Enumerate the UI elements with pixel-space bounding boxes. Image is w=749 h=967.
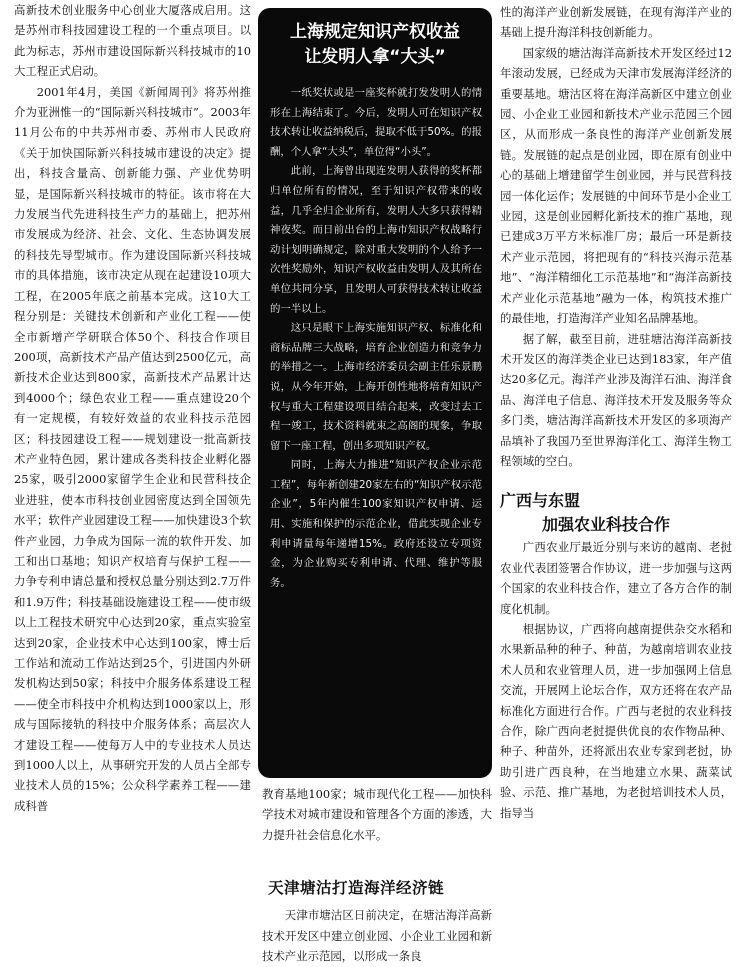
middle-bottom-section [262, 784, 492, 966]
tianjin-intro: 天津市塘沽区日前决定，在塘沽海洋高新技术开发区中建立创业园、小企业工业园和新技术产业示范园，以形成一条良 [262, 908, 492, 964]
left-column [14, 0, 251, 816]
guangxi-title-line1: 广西与东盟 [500, 491, 581, 511]
guangxi-paragraph-2: 根据协议，广西将向越南提供杂交水稻和水果新品种的种子、种苗，为越南培训农业技术人员和农业管理人员，进一步加强网上信息交流，开展网上论坛合作，双方还将在农产品标准化方面进行合作。广西与老挝的农业科技合作，除广西向老挝提供优良的农作物品种、种子、种苗外，还将派出农业专家到老挝，协助引进广西良种，在当地建立水果、蔬菜试验、示范、推广基地，为老挝培训技术人员，指导当 [500, 621, 732, 820]
left-paragraph-2: 2001年4月，美国《新闻周刊》将苏州推介为亚洲惟一的“国际新兴科技城市”。2003年11月公布的中共苏州市委、苏州市人民政府《关于加快国际新兴科技城市建设的决定》提出，科技含量高、创新能力强、产业优势明显，是国际新兴科技城市的特征。该市将在大力发展当代先进科技生产力的基础上，把苏州市发展成为经济、社会、文化、生态协调发展的科技先导型城市。作为建设国际新兴科技城市的具体措施，该市决定从现在起建设10项大工程，在2005年底之前基本完成。这10大工程分别是：关键技术创新和产业化工程——使全市新增产学研联合体50个、科技合作项目200项，高新技术产品产值达到2500亿元，高新技术企业达到800家，高新技术产品累计达到4000个；绿色农业工程——重点建设20个有一定规模，有较好效益的农业科技示范园区；科技园建设工程——规划建设一批高新技术产业特色园，累计建成各类科技企业孵化器25家，吸引2000家留学生企业和民营科技企业进驻，使本市科技创业园密度达到全国领先水平；软件产业园建设工程——加快建设3个软件产业园，力争成为国际一流的软件开发、加工和出口基地；知识产权培育与保护工程——力争专利申请总量和授权总量分别达到2.7万件和1.9万件；科技基础设施建设工程——使市级以上工程技术研究中心达到20家，重点实验室达到20家，企业技术中心达到100家，博士后工作站和流动工作站达到25个，引进国内外研发机构达到50家；科技中介服务体系建设工程——使全市科技中介机构达到1000家以上，形成与国际接轨的科技中介服务体系；高层次人才建设工程——使每万人中的专业技术人员达到1000人以上，从事研究开发的人员占全部专业技术人员的15%；公众科学素养工程——建成科普 [14, 84, 251, 813]
tianjin-paragraph-3: 据了解，截至目前，进驻塘沽海洋高新技术开发区的海洋类企业已达到183家，年产值达20多亿元。海洋产业涉及海洋石油、海洋食品、海洋电子信息、海洋技术开发及服务等众多门类，塘沽海洋高新技术开发区的多项海产品填补了我国乃至世界海洋化工、海洋生物工程领域的空白。 [500, 331, 732, 468]
left-paragraph-1: 高新技术创业服务中心创业大厦落成启用。这是苏州市科技园建设工程的一个重点项目。以此为标志，苏州市建设国际新兴科技城市的10大工程正式启动。 [14, 3, 251, 79]
sidebar-paragraph-4: 同时，上海大力推进“知识产权企业示范工程”，每年新创建20家左右的“知识产权示范企业”，5年内催生100家知识产权申请、运用、实施和保护的示范企业，借此实现企业专利申请量每年递增15%。政府还设立专项资金，为企业购买专利申请、代理、维护等服务。 [270, 459, 482, 589]
tianjin-paragraph-2: 国家级的塘沽海洋高新技术开发区经过12年滚动发展，已经成为天津市发展海洋经济的重要基地。塘沽区将在海洋高新区中建立创业园、小企业工业园和新技术产业示范园三个园区，从而形成一条良性的海洋产业创新发展链。发展链的起点是创业园，即在原有创业中心的基础上增建留学生创业园，并与民营科技园一体化运作；发展链的中间环节是小企业工业园，这是创业园孵化新技术的推广基地，现已建成3万平方米标准厂房；最后一环是新技术产业示范园，将把现有的“科技兴海示范基地”、“海洋精细化工示范基地”和“海洋高新技术产业化示范基地”融为一体，构筑技术推广的最佳地，打造海洋产业知名品牌基地。 [500, 45, 732, 326]
right-column [500, 2, 732, 823]
guangxi-paragraph-1: 广西农业厅最近分别与来访的越南、老挝农业代表团签署合作协议，进一步加强与这两个国家的农业科技合作，建立了各方合作的制度化机制。 [500, 540, 732, 616]
guangxi-article-title [500, 489, 732, 537]
guangxi-title-line2: 加强农业科技合作 [542, 515, 671, 535]
sidebar-paragraph-3: 这只是眼下上海实施知识产权、标准化和商标品牌三大战略，培育企业创造力和竞争力的举措之一。上海市经济委员会副主任乐景鹏说，从今年开始，上海开创性地将培育知识产权与重大工程建设项目结合起来，改变过去工程一竣工，技术资料就束之高阁的现象，争取留下一座工程，创出多项知识产权。 [270, 322, 482, 452]
shanghai-ip-sidebar [258, 8, 492, 778]
tianjin-article-title: 天津塘沽打造海洋经济链 [268, 879, 445, 898]
sidebar-title-line1: 上海规定知识产权收益 [290, 22, 460, 42]
sidebar-body [258, 70, 492, 593]
sidebar-title-line2: 让发明人拿“大头” [304, 47, 446, 67]
left-continuation: 教育基地100家；城市现代化工程——加快科学技术对城市建设和管理各个方面的渗透，大力提升社会信息化水平。 [262, 787, 492, 842]
tianjin-continuation: 性的海洋产业创新发展链，在现有海洋产业的基础上提升海洋科技创新能力。 [500, 5, 732, 40]
sidebar-title [258, 20, 492, 70]
sidebar-paragraph-1: 一纸奖状或是一座奖杯就打发发明人的情形在上海结束了。今后，发明人可在知识产权技术转让收益纳税后，提取不低于50%。的报酬，个人拿“大头”，单位得“小头”。 [270, 87, 482, 158]
sidebar-paragraph-2: 此前，上海曾出现连发明人获得的奖杯都归单位所有的情况，至于知识产权带来的收益，几乎全归企业所有，发明人大多只获得精神夜奖。而日前出台的上海市知识产权战略行动计划明确规定，除对重大发明的个人给予一次性奖励外，知识产权收益由发明人及其所在单位共同分享，且发明人可获得技术转让收益的一半以上。 [270, 165, 482, 315]
